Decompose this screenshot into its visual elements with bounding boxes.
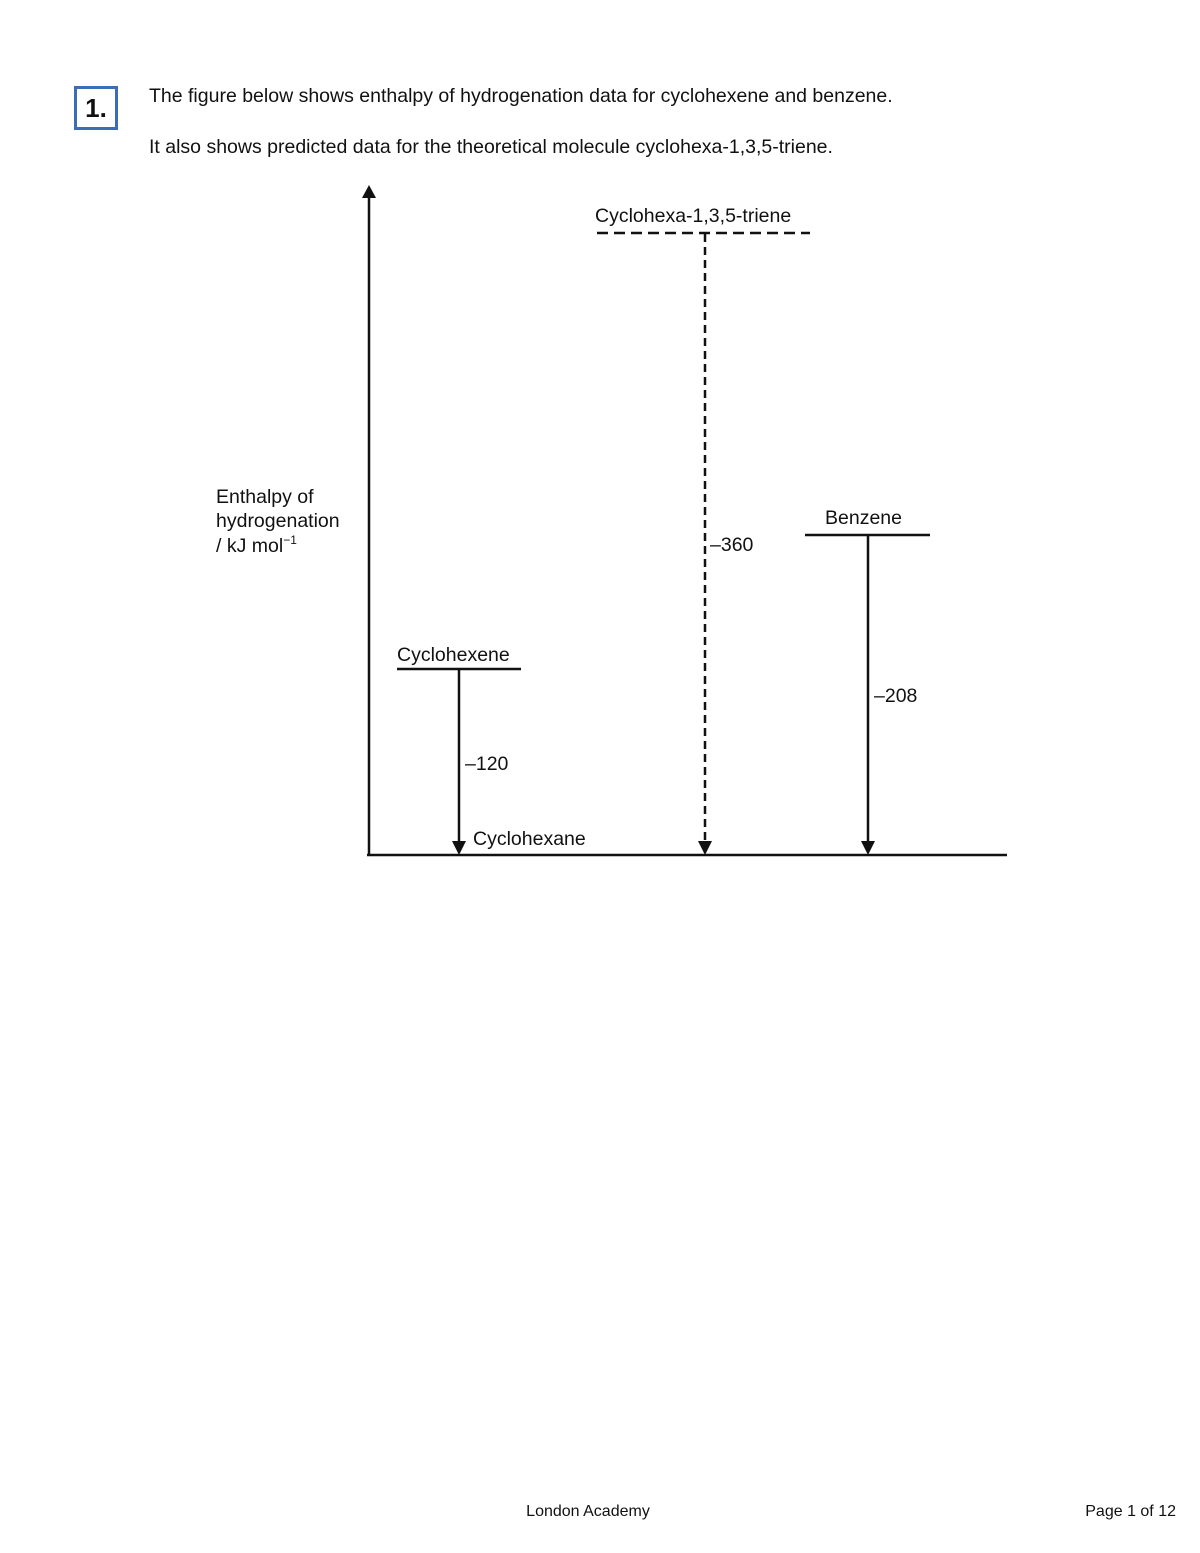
y-axis-arrowhead — [362, 185, 376, 198]
benzene-arrowhead — [861, 841, 875, 855]
question-number: 1. — [85, 92, 107, 123]
cyclohexene-arrowhead — [452, 841, 466, 855]
y-axis-label-line-2: hydrogenation — [216, 510, 340, 532]
footer-page-number: Page 1 of 12 — [1085, 1503, 1176, 1520]
question-text-line-2: It also shows predicted data for the theoretical molecule cyclohexa-1,3,5-triene. — [149, 136, 833, 158]
cyclohexane-label: Cyclohexane — [473, 828, 586, 850]
benzene-value-label: –208 — [874, 685, 918, 707]
y-axis-label — [216, 486, 345, 557]
cyclohexene-value-label: –120 — [465, 753, 509, 775]
triene-arrowhead — [698, 841, 712, 855]
footer-school-name: London Academy — [526, 1503, 650, 1520]
question-text-line-1: The figure below shows enthalpy of hydrogenation data for cyclohexene and benzene. — [149, 85, 893, 107]
y-axis-label-line-3: / kJ mol — [216, 535, 284, 557]
triene-value-label: –360 — [710, 534, 754, 556]
triene-label: Cyclohexa-1,3,5-triene — [595, 205, 792, 227]
benzene-label: Benzene — [825, 507, 902, 529]
y-axis-label-superscript: −1 — [283, 533, 297, 547]
cyclohexene-label: Cyclohexene — [397, 644, 510, 666]
y-axis-label-line-1: Enthalpy of — [216, 486, 314, 508]
